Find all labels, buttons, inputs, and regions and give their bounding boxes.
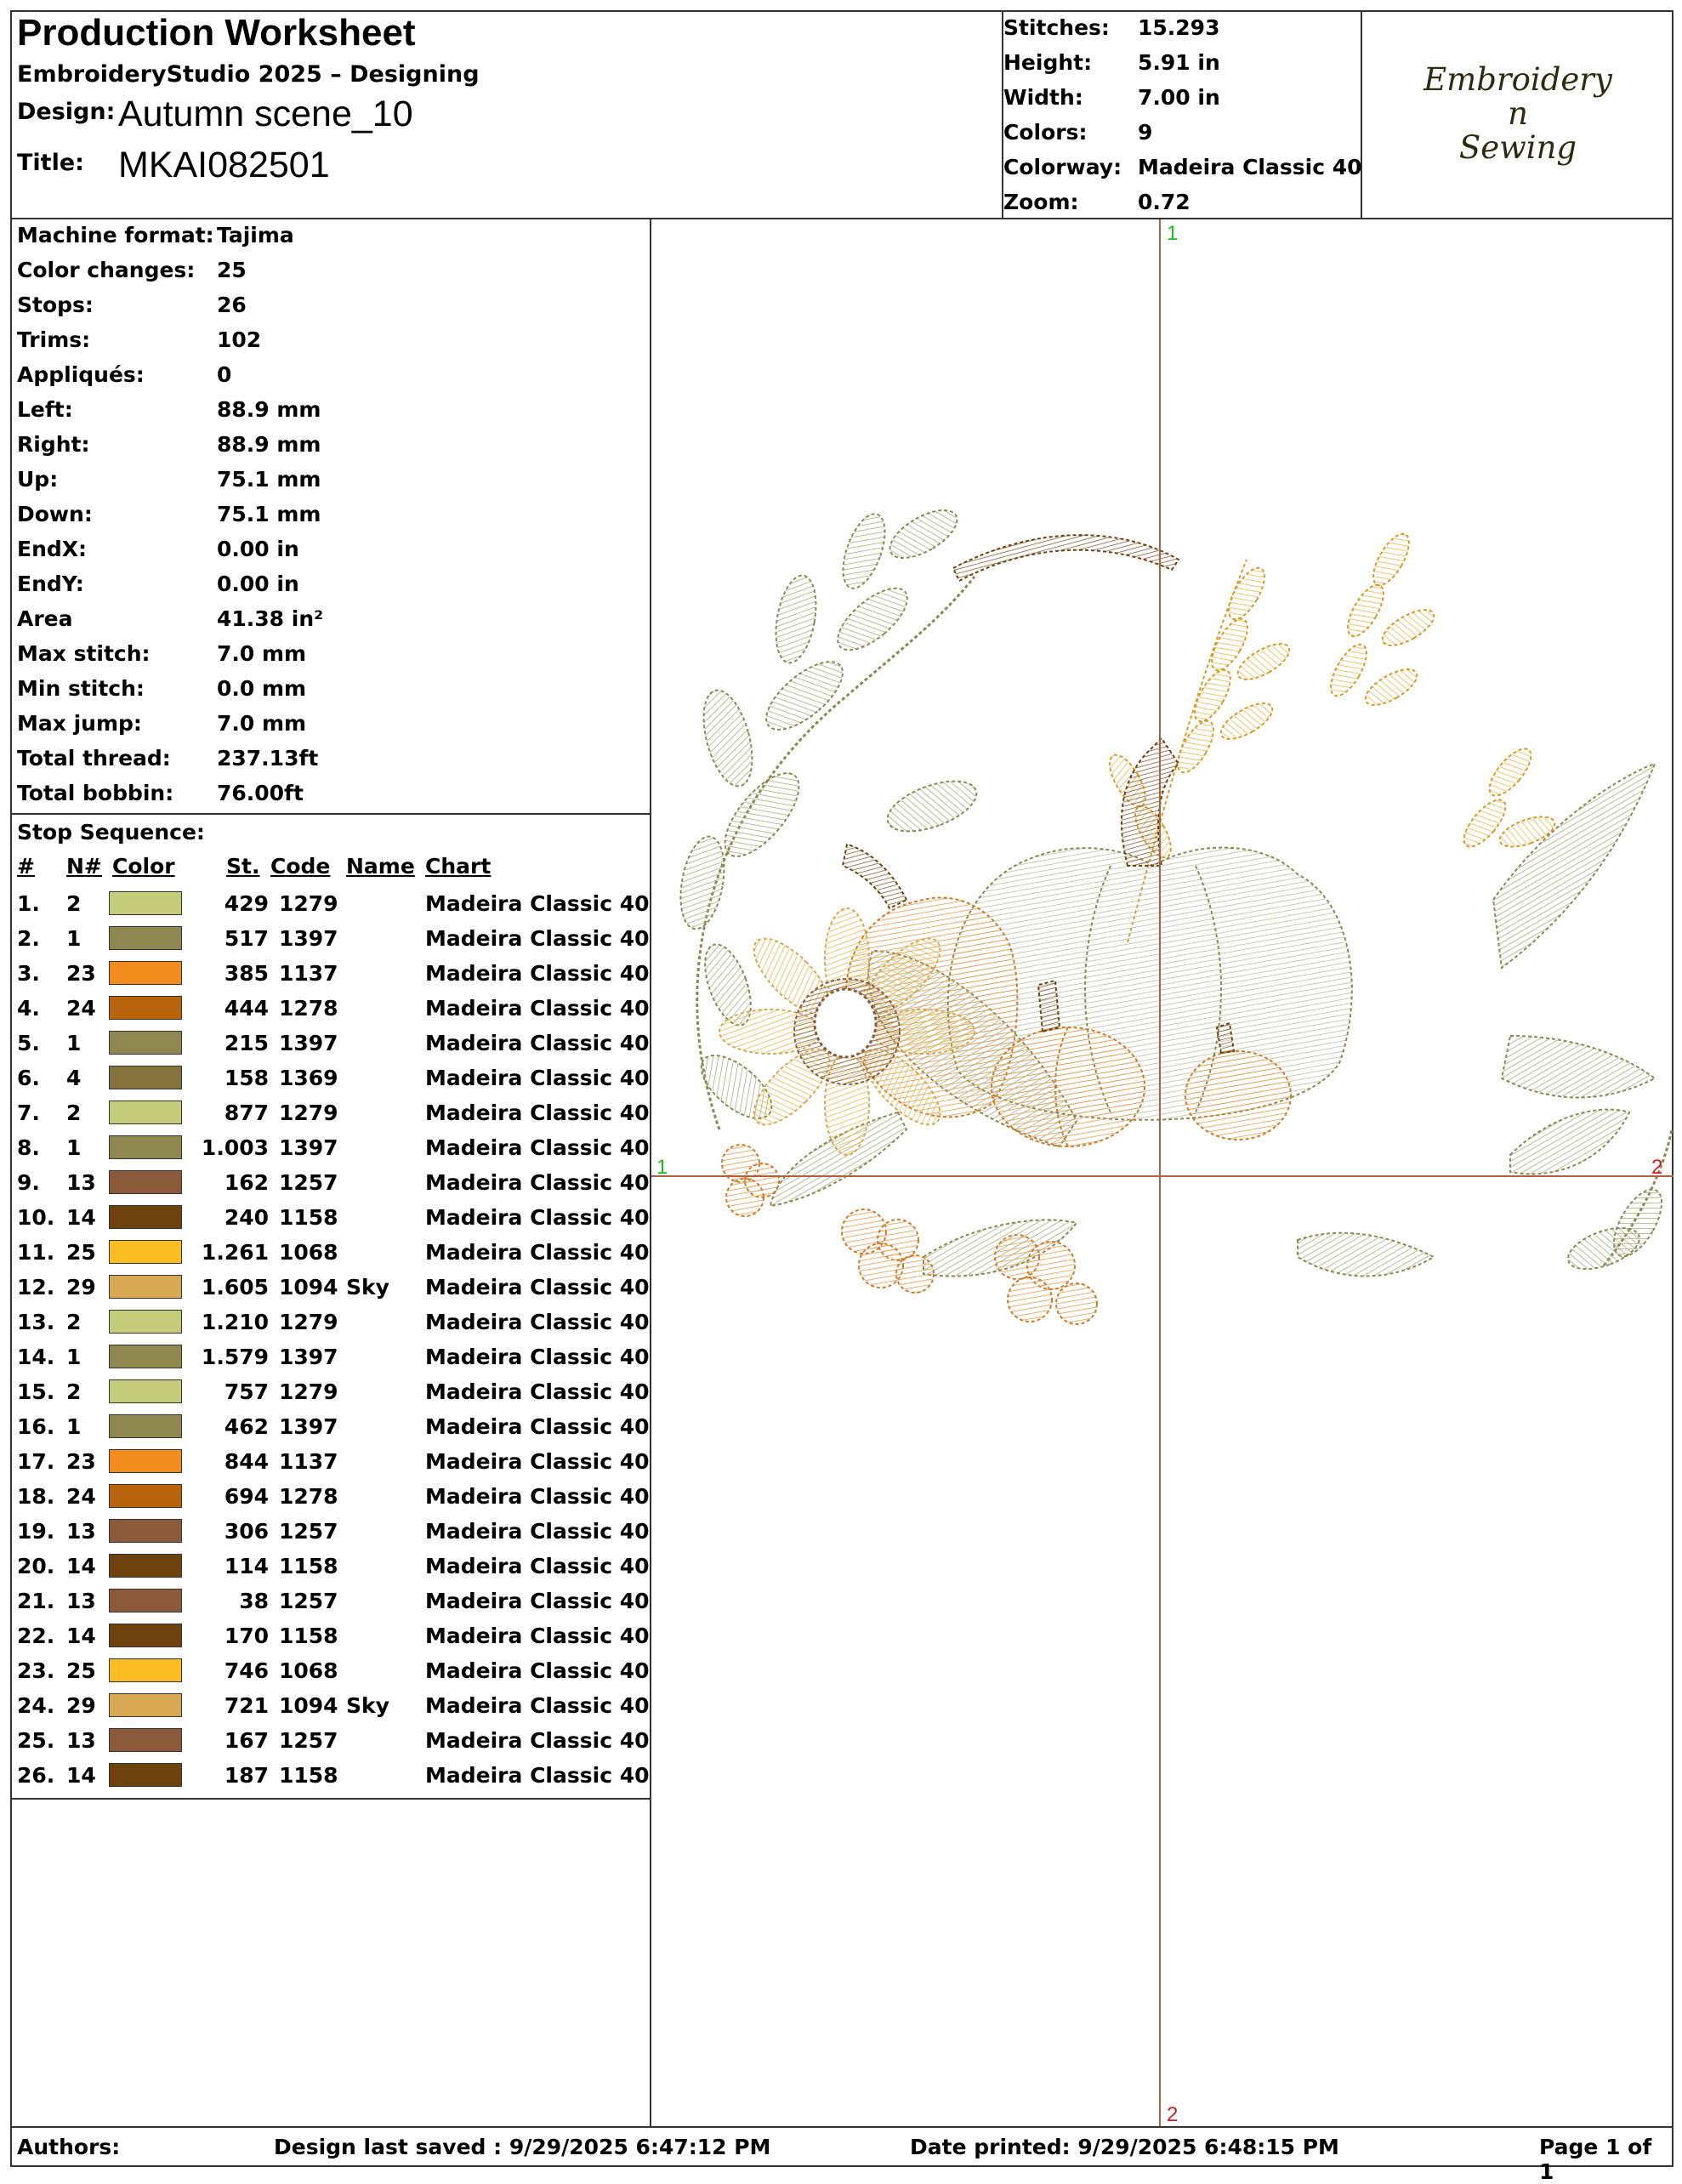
sequence-index: 17. (17, 1449, 55, 1474)
sequence-needle: 29 (66, 1693, 96, 1718)
info-label: Max stitch: (17, 641, 151, 666)
thread-chart: Madeira Classic 40 (425, 1728, 650, 1753)
color-swatch (109, 1763, 182, 1787)
sequence-index: 14. (17, 1345, 55, 1369)
sequence-stitches: 757 (224, 1379, 269, 1404)
thread-chart: Madeira Classic 40 (425, 1240, 650, 1265)
sequence-row (10, 1235, 651, 1270)
info-value: 102 (217, 327, 262, 352)
sequence-stitches: 746 (224, 1658, 269, 1683)
sequence-row (10, 1584, 651, 1618)
thread-chart: Madeira Classic 40 (425, 1414, 650, 1439)
sequence-index: 21. (17, 1589, 55, 1613)
sequence-index: 10. (17, 1205, 55, 1230)
sequence-stitches: 1.210 (201, 1310, 269, 1334)
sequence-index: 7. (17, 1101, 40, 1125)
color-swatch (109, 1414, 182, 1438)
sequence-row (10, 956, 651, 991)
sequence-index: 25. (17, 1728, 55, 1753)
footer-authors: Authors: (17, 2135, 121, 2159)
thread-chart: Madeira Classic 40 (425, 1031, 650, 1055)
thread-code: 1397 (279, 1414, 338, 1439)
logo-panel (1362, 10, 1673, 219)
info-label: Left: (17, 397, 73, 422)
col-header-needle: N# (66, 854, 102, 879)
info-value: 88.9 mm (217, 397, 321, 422)
stat-label: Stitches: (1003, 15, 1110, 40)
thread-code: 1094 (279, 1693, 338, 1718)
sequence-needle: 29 (66, 1275, 96, 1300)
sequence-row (10, 1723, 651, 1758)
color-swatch (109, 1379, 182, 1403)
sequence-stitches: 844 (224, 1449, 269, 1474)
stat-label: Width: (1003, 85, 1083, 110)
stat-value: 5.91 in (1138, 50, 1220, 75)
thread-chart: Madeira Classic 40 (425, 1449, 650, 1474)
color-swatch (109, 996, 182, 1020)
thread-code: 1257 (279, 1728, 338, 1753)
sequence-stitches: 721 (224, 1693, 269, 1718)
thread-code: 1257 (279, 1170, 338, 1195)
sequence-index: 18. (17, 1484, 55, 1509)
thread-code: 1158 (279, 1763, 338, 1788)
logo-line-1: Embroidery (1423, 61, 1612, 98)
stat-value: 0.72 (1138, 190, 1190, 214)
title-label: Title: (17, 150, 84, 176)
sequence-row (10, 921, 651, 956)
sequence-needle: 13 (66, 1170, 96, 1195)
sequence-needle: 14 (66, 1763, 96, 1788)
thread-code: 1068 (279, 1240, 338, 1265)
info-value: 76.00ft (217, 781, 304, 805)
info-label: EndX: (17, 537, 88, 561)
thread-name: Sky (346, 1693, 389, 1718)
software-name: EmbroideryStudio 2025 – Designing (17, 61, 480, 88)
sequence-index: 11. (17, 1240, 55, 1265)
thread-code: 1279 (279, 891, 338, 916)
info-value: 237.13ft (217, 746, 319, 771)
sequence-row (10, 1339, 651, 1374)
info-value: 26 (217, 293, 247, 317)
info-label: Right: (17, 432, 90, 457)
thread-chart: Madeira Classic 40 (425, 1624, 650, 1648)
info-value: Tajima (217, 223, 294, 247)
stat-label: Height: (1003, 50, 1093, 75)
thread-chart: Madeira Classic 40 (425, 1205, 650, 1230)
thread-code: 1137 (279, 1449, 338, 1474)
color-swatch (109, 891, 182, 915)
sequence-needle: 1 (66, 1345, 82, 1369)
info-value: 0.00 in (217, 572, 299, 596)
thread-chart: Madeira Classic 40 (425, 1519, 650, 1544)
thread-code: 1279 (279, 1101, 338, 1125)
sequence-stitches: 240 (224, 1205, 269, 1230)
color-swatch (109, 1310, 182, 1334)
top-stem (953, 535, 1179, 581)
machine-info-panel (10, 219, 651, 815)
thread-chart: Madeira Classic 40 (425, 926, 650, 951)
info-value: 0 (217, 362, 232, 387)
logo-line-2: n (1508, 95, 1528, 132)
sequence-index: 13. (17, 1310, 55, 1334)
stat-row (1003, 82, 1362, 117)
stat-row (1003, 117, 1362, 151)
sequence-needle: 23 (66, 1449, 96, 1474)
thread-code: 1257 (279, 1519, 338, 1544)
info-label: Total thread: (17, 746, 171, 771)
sequence-index: 6. (17, 1066, 40, 1090)
design-preview (651, 219, 1673, 2126)
info-value: 7.0 mm (217, 711, 307, 736)
color-swatch (109, 1345, 182, 1368)
sequence-row (10, 1549, 651, 1584)
sequence-row (10, 886, 651, 921)
footer-date-printed: Date printed: 9/29/2025 6:48:15 PM (910, 2135, 1339, 2159)
thread-code: 1257 (279, 1589, 338, 1613)
sequence-needle: 2 (66, 1379, 82, 1404)
sequence-row (10, 1165, 651, 1200)
logo-line-3: Sewing (1458, 129, 1577, 166)
color-swatch (109, 1205, 182, 1229)
sequence-row (10, 1409, 651, 1444)
stat-label: Colorway: (1003, 155, 1122, 179)
sequence-stitches: 1.261 (201, 1240, 269, 1265)
stop-sequence-panel (10, 815, 651, 1800)
design-stats (1003, 10, 1362, 219)
color-swatch (109, 1101, 182, 1124)
stat-value: 9 (1138, 120, 1153, 145)
thread-code: 1279 (279, 1310, 338, 1334)
thread-code: 1397 (279, 1135, 338, 1160)
color-swatch (109, 1693, 182, 1717)
thread-chart: Madeira Classic 40 (425, 996, 650, 1021)
color-swatch (109, 1519, 182, 1543)
sequence-index: 22. (17, 1624, 55, 1648)
sequence-stitches: 38 (239, 1589, 269, 1613)
color-swatch (109, 1658, 182, 1682)
sequence-stitches: 167 (224, 1728, 269, 1753)
sequence-row (10, 1026, 651, 1061)
sequence-needle: 1 (66, 1135, 82, 1160)
marker-right: 2 (1651, 1156, 1663, 1179)
thread-code: 1068 (279, 1658, 338, 1683)
color-swatch (109, 1728, 182, 1752)
thread-code: 1279 (279, 1379, 338, 1404)
sequence-needle: 1 (66, 1414, 82, 1439)
thread-chart: Madeira Classic 40 (425, 1135, 650, 1160)
color-swatch (109, 1484, 182, 1508)
sequence-index: 19. (17, 1519, 55, 1544)
sequence-stitches: 1.003 (201, 1135, 269, 1160)
thread-chart: Madeira Classic 40 (425, 1484, 650, 1509)
thread-code: 1397 (279, 926, 338, 951)
sequence-needle: 1 (66, 1031, 82, 1055)
sequence-row (10, 1758, 651, 1793)
sequence-row (10, 1479, 651, 1514)
brand-logo (1371, 19, 1665, 209)
thread-code: 1278 (279, 1484, 338, 1509)
info-label: Machine format: (17, 223, 214, 247)
color-swatch (109, 1170, 182, 1194)
color-swatch (109, 1240, 182, 1264)
design-preview-svg (651, 219, 1673, 2126)
thread-chart: Madeira Classic 40 (425, 1763, 650, 1788)
info-value: 25 (217, 258, 247, 282)
info-label: Max jump: (17, 711, 142, 736)
sequence-needle: 14 (66, 1624, 96, 1648)
sequence-needle: 14 (66, 1554, 96, 1578)
sequence-row (10, 1200, 651, 1235)
title-value: MKAI082501 (118, 145, 330, 185)
sequence-stitches: 429 (224, 891, 269, 916)
marker-left: 1 (656, 1156, 668, 1179)
thread-chart: Madeira Classic 40 (425, 1379, 650, 1404)
stat-value: Madeira Classic 40 (1138, 155, 1362, 179)
thread-chart: Madeira Classic 40 (425, 1066, 650, 1090)
info-label: Min stitch: (17, 676, 145, 701)
sequence-index: 16. (17, 1414, 55, 1439)
sequence-index: 3. (17, 961, 40, 986)
sequence-index: 26. (17, 1763, 55, 1788)
thread-code: 1278 (279, 996, 338, 1021)
col-header-index: # (17, 854, 35, 879)
marker-bottom: 2 (1167, 2103, 1179, 2126)
sequence-stitches: 215 (224, 1031, 269, 1055)
thread-chart: Madeira Classic 40 (425, 1658, 650, 1683)
sequence-stitches: 187 (224, 1763, 269, 1788)
sequence-index: 5. (17, 1031, 40, 1055)
stat-row (1003, 47, 1362, 82)
col-header-name: Name (346, 854, 415, 879)
info-value: 7.0 mm (217, 641, 307, 666)
sequence-row (10, 1374, 651, 1409)
design-label: Design: (17, 99, 116, 125)
footer-last-saved: Design last saved : 9/29/2025 6:47:12 PM (274, 2135, 771, 2159)
sequence-stitches: 114 (224, 1554, 269, 1578)
col-header-stitches: St. (226, 854, 260, 879)
color-swatch (109, 926, 182, 950)
color-swatch (109, 1449, 182, 1473)
stat-value: 7.00 in (1138, 85, 1220, 110)
thread-chart: Madeira Classic 40 (425, 961, 650, 986)
sequence-stitches: 162 (224, 1170, 269, 1195)
stat-label: Zoom: (1003, 190, 1079, 214)
thread-chart: Madeira Classic 40 (425, 891, 650, 916)
info-label: Down: (17, 502, 93, 526)
col-header-chart: Chart (425, 854, 492, 879)
sequence-needle: 2 (66, 1310, 82, 1334)
thread-chart: Madeira Classic 40 (425, 1589, 650, 1613)
info-label: Trims: (17, 327, 91, 352)
sequence-row (10, 1270, 651, 1305)
color-swatch (109, 961, 182, 985)
sequence-stitches: 385 (224, 961, 269, 986)
thread-code: 1094 (279, 1275, 338, 1300)
thread-code: 1397 (279, 1031, 338, 1055)
info-value: 88.9 mm (217, 432, 321, 457)
info-value: 75.1 mm (217, 467, 321, 492)
sequence-row (10, 1305, 651, 1339)
info-label: Stops: (17, 293, 94, 317)
sequence-index: 20. (17, 1554, 55, 1578)
sequence-row (10, 1653, 651, 1688)
sequence-needle: 24 (66, 996, 96, 1021)
marker-top: 1 (1167, 222, 1179, 245)
sequence-index: 8. (17, 1135, 40, 1160)
sequence-row (10, 1130, 651, 1165)
thread-chart: Madeira Classic 40 (425, 1693, 650, 1718)
thread-chart: Madeira Classic 40 (425, 1554, 650, 1578)
info-value: 0.0 mm (217, 676, 307, 701)
color-swatch (109, 1031, 182, 1055)
thread-name: Sky (346, 1275, 389, 1300)
info-label: Appliqués: (17, 362, 145, 387)
sequence-needle: 14 (66, 1205, 96, 1230)
info-label: Color changes: (17, 258, 196, 282)
stat-row (1003, 151, 1362, 186)
color-swatch (109, 1554, 182, 1578)
info-label: Area (17, 606, 73, 631)
sequence-stitches: 1.579 (201, 1345, 269, 1369)
thread-code: 1158 (279, 1624, 338, 1648)
thread-code: 1369 (279, 1066, 338, 1090)
sequence-stitches: 694 (224, 1484, 269, 1509)
sequence-stitches: 158 (224, 1066, 269, 1090)
sequence-needle: 13 (66, 1589, 96, 1613)
sequence-needle: 23 (66, 961, 96, 986)
sequence-index: 23. (17, 1658, 55, 1683)
info-label: Total bobbin: (17, 781, 174, 805)
color-swatch (109, 1589, 182, 1612)
sunflower (719, 908, 975, 1155)
sequence-row (10, 1095, 651, 1130)
col-header-code: Code (270, 854, 331, 879)
sequence-stitches: 170 (224, 1624, 269, 1648)
design-name: Autumn scene_10 (118, 94, 413, 134)
right-branch-leaves (1563, 1182, 1672, 1277)
info-value: 75.1 mm (217, 502, 321, 526)
color-swatch (109, 1066, 182, 1089)
thread-code: 1137 (279, 961, 338, 986)
sequence-row (10, 1444, 651, 1479)
sequence-needle: 1 (66, 926, 82, 951)
info-label: EndY: (17, 572, 84, 596)
sequence-needle: 13 (66, 1728, 96, 1753)
info-value: 41.38 in² (217, 606, 324, 631)
header-panel (10, 10, 1003, 219)
footer-page-number: Page 1 of 1 (1539, 2135, 1652, 2184)
sequence-row (10, 1514, 651, 1549)
info-label: Up: (17, 467, 59, 492)
empty-panel (10, 1800, 651, 2126)
sequence-row (10, 1061, 651, 1095)
sequence-index: 24. (17, 1693, 55, 1718)
thread-chart: Madeira Classic 40 (425, 1275, 650, 1300)
stat-row (1003, 186, 1362, 221)
sequence-stitches: 462 (224, 1414, 269, 1439)
footer (10, 2126, 1673, 2184)
sequence-index: 4. (17, 996, 40, 1021)
info-value: 0.00 in (217, 537, 299, 561)
sequence-row (10, 1688, 651, 1723)
sequence-needle: 24 (66, 1484, 96, 1509)
sequence-needle: 25 (66, 1240, 96, 1265)
sequence-stitches: 306 (224, 1519, 269, 1544)
thread-chart: Madeira Classic 40 (425, 1170, 650, 1195)
stat-value: 15.293 (1138, 15, 1220, 40)
sequence-index: 9. (17, 1170, 40, 1195)
color-swatch (109, 1624, 182, 1647)
sequence-stitches: 1.605 (201, 1275, 269, 1300)
sequence-stitches: 517 (224, 926, 269, 951)
sequence-needle: 25 (66, 1658, 96, 1683)
thread-code: 1158 (279, 1554, 338, 1578)
thread-chart: Madeira Classic 40 (425, 1101, 650, 1125)
sequence-stitches: 877 (224, 1101, 269, 1125)
embroidery-artwork (674, 501, 1672, 1324)
thread-chart: Madeira Classic 40 (425, 1345, 650, 1369)
sequence-row (10, 1618, 651, 1653)
worksheet-title: Production Worksheet (17, 12, 416, 54)
stat-label: Colors: (1003, 120, 1088, 145)
sequence-index: 15. (17, 1379, 55, 1404)
sequence-index: 1. (17, 891, 40, 916)
stat-row (1003, 12, 1362, 47)
thread-chart: Madeira Classic 40 (425, 1310, 650, 1334)
col-header-color: Color (112, 854, 175, 879)
sequence-index: 12. (17, 1275, 55, 1300)
thread-code: 1158 (279, 1205, 338, 1230)
sequence-index: 2. (17, 926, 40, 951)
sequence-needle: 2 (66, 891, 82, 916)
sequence-row (10, 991, 651, 1026)
sequence-needle: 2 (66, 1101, 82, 1125)
color-swatch (109, 1135, 182, 1159)
thread-code: 1397 (279, 1345, 338, 1369)
stop-sequence-title: Stop Sequence: (17, 820, 205, 845)
color-swatch (109, 1275, 182, 1299)
sequence-stitches: 444 (224, 996, 269, 1021)
sequence-needle: 13 (66, 1519, 96, 1544)
sequence-needle: 4 (66, 1066, 82, 1090)
